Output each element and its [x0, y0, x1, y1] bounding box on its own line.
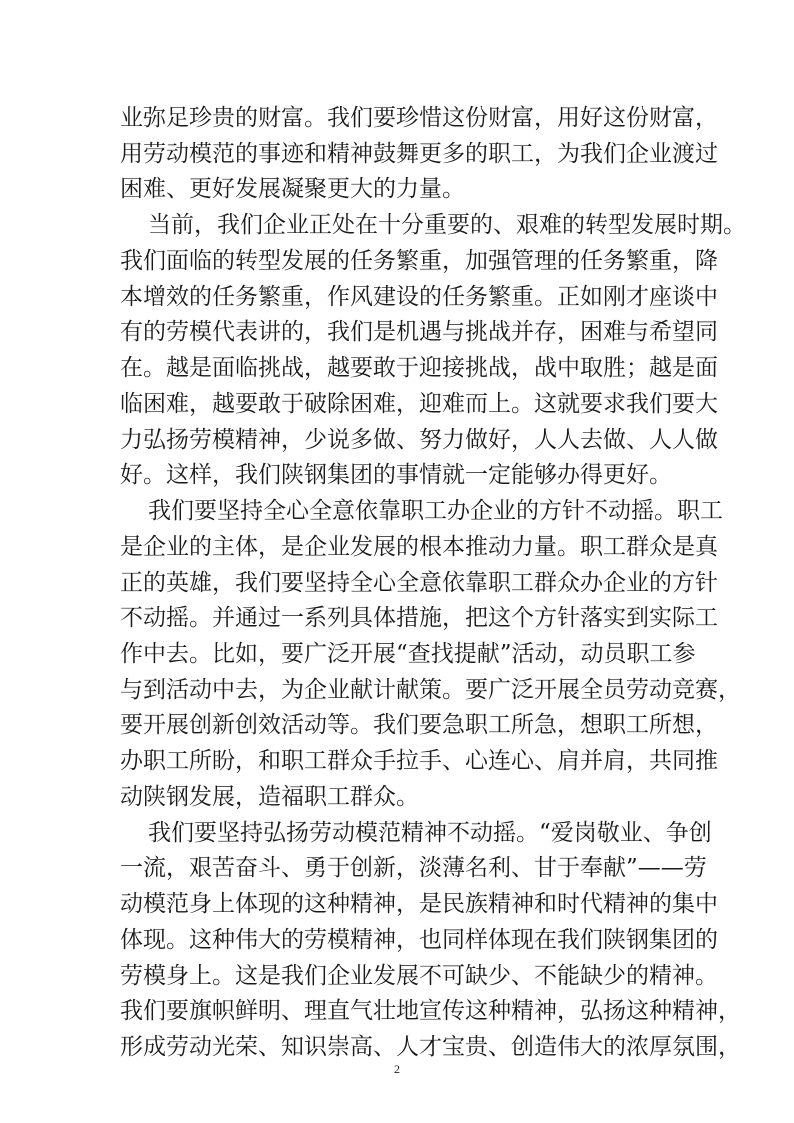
text-line: 正的英雄，我们要坚持全心全意依靠职工群众办企业的方针 — [120, 570, 718, 596]
text-line: 动模范身上体现的这种精神，是民族精神和时代精神的集中 — [120, 891, 718, 917]
text-line: 我们要旗帜鲜明、理直气壮地宣传这种精神，弘扬这种精神， — [120, 998, 741, 1024]
text-line: 劳模身上。这是我们企业发展不可缺少、不能缺少的精神。 — [120, 963, 718, 989]
text-line: 是企业的主体，是企业发展的根本推动力量。职工群众是真 — [120, 534, 718, 560]
text-line: 力弘扬劳模精神，少说多做、努力做好，人人去做、人人做 — [120, 427, 718, 453]
text-line: 动陕钢发展，造福职工群众。 — [120, 784, 419, 810]
text-line: 不动摇。并通过一系列具体措施，把这个方针落实到实际工 — [120, 605, 718, 631]
text-line: 本增效的任务繁重，作风建设的任务繁重。正如刚才座谈中 — [120, 284, 718, 310]
text-line: 临困难，越要敢于破除困难，迎难而上。这就要求我们要大 — [120, 391, 718, 417]
text-line: 与到活动中去，为企业献计献策。要广泛开展全员劳动竞赛， — [120, 677, 741, 703]
text-line: 用劳动模范的事迹和精神鼓舞更多的职工，为我们企业渡过 — [120, 141, 718, 167]
text-line: 作中去。比如，要广泛开展“查找提献”活动，动员职工参 — [120, 641, 696, 667]
text-line: 形成劳动光荣、知识崇高、人才宝贵、创造伟大的浓厚氛围， — [120, 1034, 741, 1060]
text-line: 业弥足珍贵的财富。我们要珍惜这份财富，用好这份财富， — [120, 105, 718, 131]
page-number: 2 — [394, 1062, 400, 1076]
text-line: 办职工所盼，和职工群众手拉手、心连心、肩并肩，共同推 — [120, 748, 718, 774]
text-line: 在。越是面临挑战，越要敢于迎接挑战，战中取胜；越是面 — [120, 355, 718, 381]
text-line: 我们面临的转型发展的任务繁重，加强管理的任务繁重，降 — [120, 248, 718, 274]
text-line: 好。这样，我们陕钢集团的事情就一定能够办得更好。 — [120, 462, 672, 488]
text-line: 我们要坚持弘扬劳动模范精神不动摇。“爱岗敬业、争创 — [148, 820, 712, 846]
text-line: 体现。这种伟大的劳模精神，也同样体现在我们陕钢集团的 — [120, 927, 718, 953]
text-line: 困难、更好发展凝聚更大的力量。 — [120, 176, 465, 202]
text-line: 我们要坚持全心全意依靠职工办企业的方针不动摇。职工 — [148, 498, 723, 524]
text-line: 一流，艰苦奋斗、勇于创新，淡薄名利、甘于奉献”——劳 — [120, 855, 707, 881]
text-line: 有的劳模代表讲的，我们是机遇与挑战并存，困难与希望同 — [120, 319, 718, 345]
text-line: 要开展创新创效活动等。我们要急职工所急，想职工所想， — [120, 712, 718, 738]
text-line: 当前，我们企业正处在十分重要的、艰难的转型发展时期。 — [148, 212, 746, 238]
